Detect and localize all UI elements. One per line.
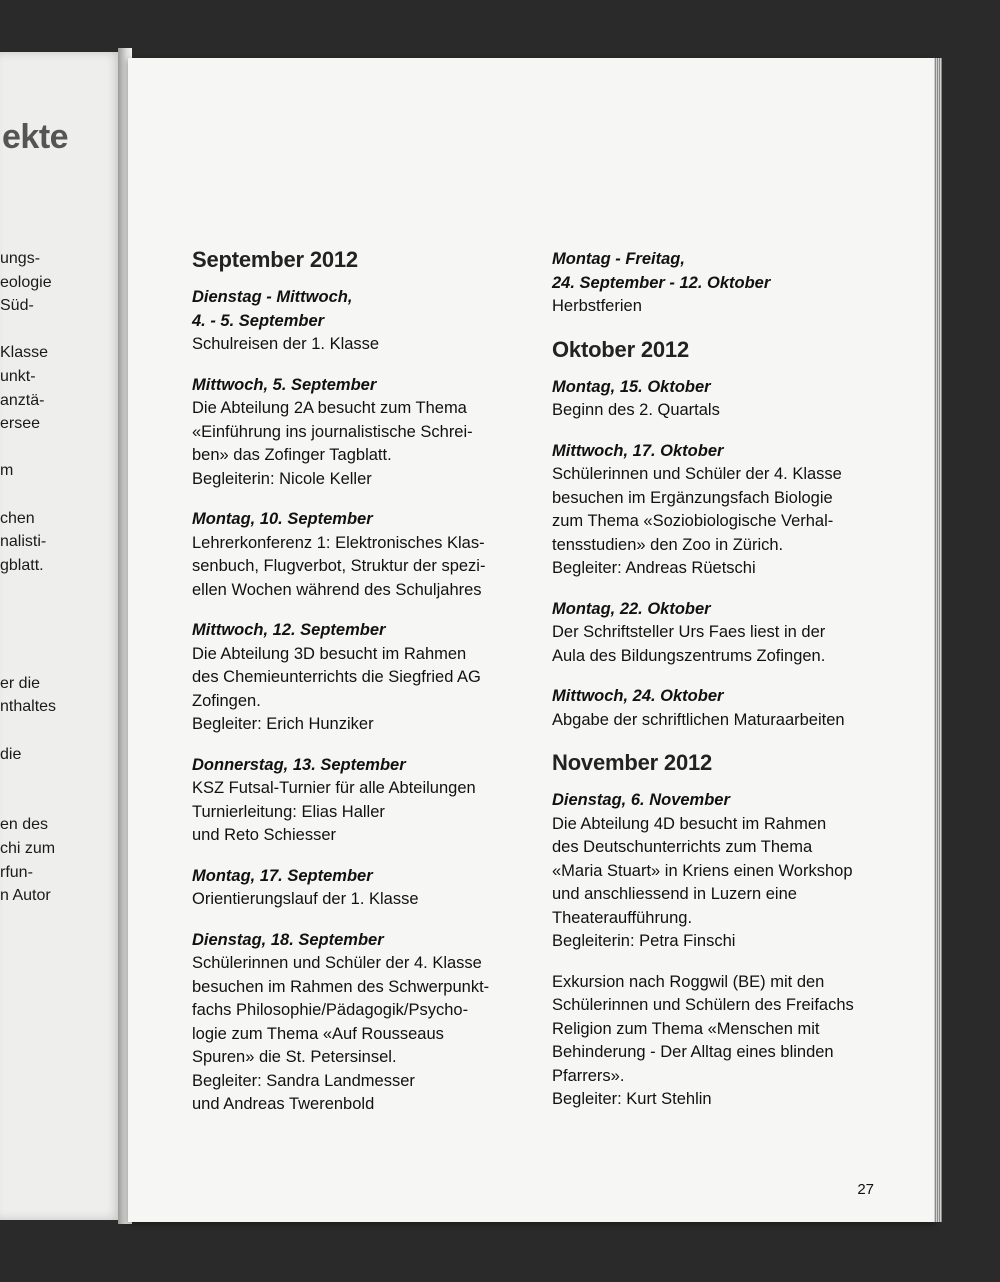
event-description: Exkursion nach Roggwil (BE) mit den <box>552 972 825 991</box>
event-description: Herbstferien <box>552 297 642 315</box>
left-page-fragment: chen <box>0 509 35 527</box>
event-description: des Chemieunterrichts die Siegfried AG <box>192 668 481 686</box>
month-heading: September 2012 <box>192 247 358 272</box>
left-page-fragment: nalisti- <box>0 533 47 551</box>
event-description: Aula des Bildungszentrums Zofingen. <box>552 646 826 665</box>
event-entry <box>192 508 522 602</box>
event-description: KSZ Futsal-Turnier für alle Abteilungen <box>192 779 476 797</box>
event-date: Montag, 15. Oktober <box>552 377 711 396</box>
event-description: Schülerinnen und Schüler der 4. Klasse <box>192 954 482 972</box>
event-description: Theateraufführung. <box>552 908 693 927</box>
column-left <box>192 246 522 1134</box>
event-description: Lehrerkonferenz 1: Elektronisches Klas- <box>192 533 485 552</box>
page-number: 27 <box>857 1181 874 1198</box>
event-entry <box>552 440 892 581</box>
event-description: fachs Philosophie/Pädagogik/Psycho- <box>192 1001 469 1019</box>
event-description: Orientierungslauf der 1. Klasse <box>192 890 419 908</box>
event-description: des Deutschunterrichts zum Thema <box>552 838 813 856</box>
left-page-heading: ekte <box>2 118 69 156</box>
event-description: Schülerinnen und Schüler der 4. Klasse <box>552 465 842 483</box>
event-date: Montag - Freitag, <box>552 250 685 268</box>
event-date: Mittwoch, 24. Oktober <box>552 687 724 705</box>
event-entry <box>552 971 892 1112</box>
left-page-fragment: anztä- <box>0 391 45 409</box>
event-description: Spuren» die St. Petersinsel. <box>192 1048 397 1066</box>
left-page-fragment: Süd- <box>0 297 34 315</box>
event-date: Mittwoch, 12. September <box>192 621 386 639</box>
event-description: und Reto Schiesser <box>192 826 336 844</box>
left-page-fragment: n Autor <box>0 887 51 905</box>
left-page-fragment: ungs- <box>0 250 41 267</box>
event-description: Schulreisen der 1. Klasse <box>192 335 380 353</box>
event-description: «Einführung ins journalistische Schrei- <box>192 422 473 441</box>
left-page-fragment: er die <box>0 674 41 692</box>
event-date: Montag, 17. September <box>192 866 373 885</box>
event-description: logie zum Thema «Auf Rousseaus <box>192 1024 444 1043</box>
event-description: Begleiter: Kurt Stehlin <box>552 1090 712 1108</box>
left-page-fragment: ersee <box>0 415 41 433</box>
left-page-fragment: die <box>0 745 22 763</box>
event-description: und Andreas Twerenbold <box>192 1095 375 1113</box>
event-description: und anschliessend in Luzern eine <box>552 885 797 903</box>
event-date: Montag, 10. September <box>192 510 373 528</box>
event-description: «Maria Stuart» in Kriens einen Workshop <box>552 861 853 880</box>
event-date: 4. - 5. September <box>192 311 325 330</box>
column-right <box>552 248 892 1129</box>
left-page-fragment: unkt- <box>0 368 36 385</box>
event-entry <box>192 619 522 737</box>
event-description: Begleiterin: Nicole Keller <box>192 469 372 488</box>
month-heading: Oktober 2012 <box>552 336 690 362</box>
event-description: Begleiterin: Petra Finschi <box>552 932 736 950</box>
left-page-fragment: rfun- <box>0 863 33 881</box>
event-entry <box>192 754 522 848</box>
left-page-fragment: gblatt. <box>0 556 44 574</box>
event-date: Mittwoch, 17. Oktober <box>552 441 724 460</box>
event-description: Die Abteilung 2A besucht zum Thema <box>192 399 467 417</box>
event-entry <box>192 374 522 492</box>
left-page-fragment: nthaltes <box>0 698 57 716</box>
event-description: Beginn des 2. Quartals <box>552 401 720 419</box>
event-description: Der Schriftsteller Urs Faes liest in der <box>552 623 826 641</box>
event-date: Dienstag, 18. September <box>192 930 384 949</box>
left-page-fragment: chi zum <box>0 840 56 857</box>
event-description: tensstudien» den Zoo in Zürich. <box>552 535 784 554</box>
event-date: 24. September - 12. Oktober <box>552 273 771 292</box>
event-date: Dienstag, 6. November <box>552 791 730 809</box>
event-entry <box>552 685 892 732</box>
event-description: zum Thema «Soziobiologische Verhal- <box>552 512 834 530</box>
event-description: besuchen im Ergänzungsfach Biologie <box>552 488 833 507</box>
event-description: Turnierleitung: Elias Haller <box>192 802 385 821</box>
event-description: Zofingen. <box>192 691 261 710</box>
event-entry <box>192 286 522 357</box>
event-description: ben» das Zofinger Tagblatt. <box>192 446 392 464</box>
event-date: Dienstag - Mittwoch, <box>192 288 353 306</box>
event-date: Mittwoch, 5. September <box>192 375 377 394</box>
event-entry <box>192 865 522 912</box>
left-page-fragment: eologie <box>0 273 52 291</box>
right-page <box>128 58 934 1222</box>
event-description: Die Abteilung 4D besucht im Rahmen <box>552 814 827 833</box>
event-description: Schülerinnen und Schülern des Freifachs <box>552 996 854 1014</box>
event-description: Begleiter: Andreas Rüetschi <box>552 559 756 577</box>
event-description: Begleiter: Erich Hunziker <box>192 715 374 733</box>
page-edge <box>934 58 942 1222</box>
event-entry <box>192 929 522 1117</box>
event-description: besuchen im Rahmen des Schwerpunkt- <box>192 977 490 996</box>
event-description: Begleiter: Sandra Landmesser <box>192 1071 415 1090</box>
event-entry <box>552 789 892 954</box>
left-page-fragment: Klasse <box>0 344 49 362</box>
left-page <box>0 52 122 1220</box>
event-date: Montag, 22. Oktober <box>552 599 711 618</box>
event-date: Donnerstag, 13. September <box>192 755 406 774</box>
month-heading: November 2012 <box>552 750 713 775</box>
event-description: Die Abteilung 3D besucht im Rahmen <box>192 644 467 663</box>
event-entry <box>552 248 892 319</box>
event-description: Abgabe der schriftlichen Maturaarbeiten <box>552 710 845 729</box>
left-page-fragment: m <box>0 462 14 480</box>
event-description: Religion zum Thema «Menschen mit <box>552 1019 820 1038</box>
event-description: Pfarrers». <box>552 1066 625 1085</box>
event-entry <box>552 376 892 423</box>
event-description: Behinderung - Der Alltag eines blinden <box>552 1043 834 1061</box>
event-entry <box>552 598 892 669</box>
event-description: senbuch, Flugverbot, Struktur der spezi- <box>192 557 486 575</box>
event-description: ellen Wochen während des Schuljahres <box>192 580 482 599</box>
left-page-fragment: en des <box>0 816 49 834</box>
